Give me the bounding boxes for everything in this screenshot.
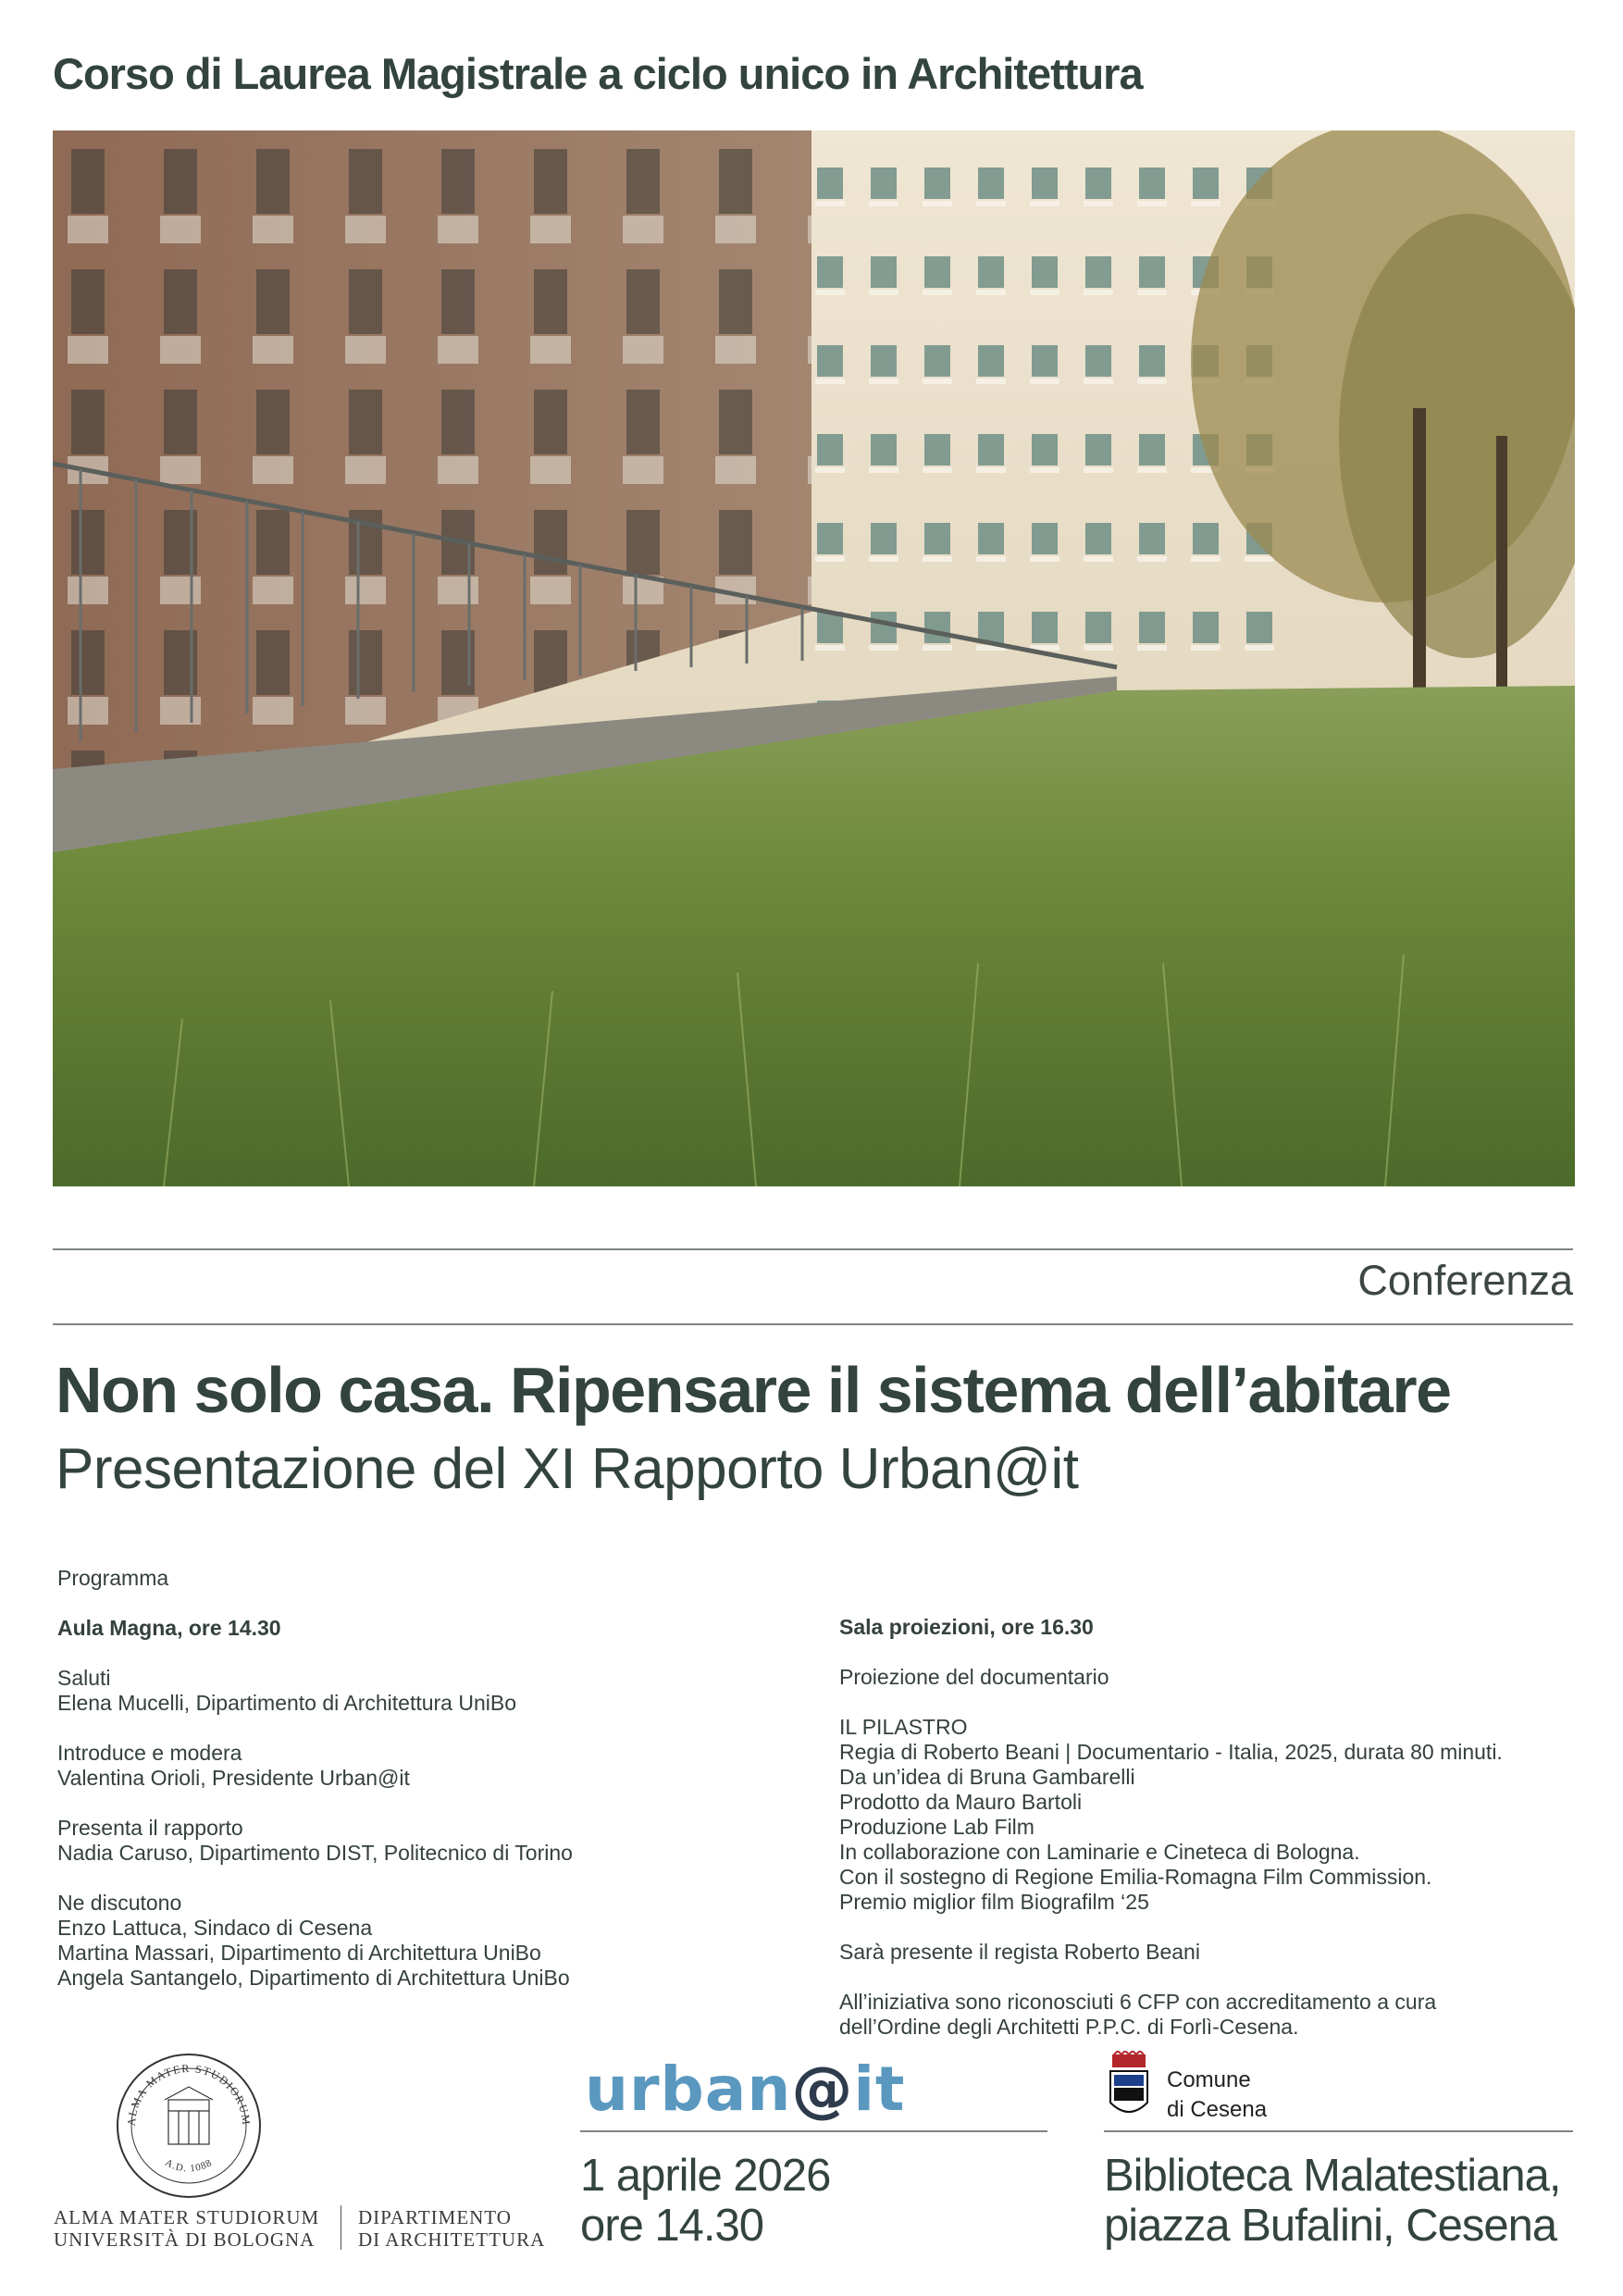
event-time-line: ore 14.30	[580, 2201, 764, 2251]
block-introduce	[57, 1741, 573, 1791]
event-place-line: Biblioteca Malatestiana,	[1104, 2151, 1561, 2201]
unibo-line: UNIVERSITÀ DI BOLOGNA	[54, 2228, 316, 2251]
dept-line: DI ARCHITETTURA	[358, 2228, 546, 2251]
screening-intro: Proiezione del documentario	[839, 1665, 1109, 1689]
programme-heading: Programma	[57, 1566, 169, 1590]
unibo-line: ALMA MATER STUDIORUM	[54, 2206, 320, 2228]
department-wordmark	[358, 2206, 545, 2251]
cfp-note	[839, 1990, 1503, 2040]
urbanit-logo	[585, 2054, 906, 2125]
block-person: Angela Santangelo, Dipartimento di Architettura UniBo	[57, 1966, 570, 1990]
block-role: Saluti	[57, 1666, 111, 1690]
event-date	[580, 2151, 830, 2251]
comune-crest-icon	[1107, 2051, 1151, 2121]
hero-photo-illustration	[53, 130, 1575, 1186]
film-line: In collaborazione con Laminarie e Cineteca di Bologna.	[839, 1840, 1360, 1864]
block-person: Elena Mucelli, Dipartimento di Architettura UniBo	[57, 1691, 517, 1715]
event-type-label: Conferenza	[1357, 1257, 1573, 1304]
cfp-line: dell’Ordine degli Architetti P.P.C. di Forlì-Cesena.	[839, 2015, 1299, 2039]
block-presenta	[57, 1816, 573, 1866]
block-person: Enzo Lattuca, Sindaco di Cesena	[57, 1916, 373, 1940]
block-person: Valentina Orioli, Presidente Urban@it	[57, 1766, 410, 1790]
film-line: Da un’idea di Bruna Gambarelli	[839, 1765, 1135, 1789]
block-role: Introduce e modera	[57, 1741, 242, 1765]
top-rule	[53, 1248, 1573, 1250]
hero-photo	[53, 130, 1575, 1186]
film-line: Premio miglior film Biografilm ‘25	[839, 1890, 1149, 1914]
comune-line: di Cesena	[1167, 2097, 1268, 2122]
programme-left-column	[57, 1566, 573, 2016]
svg-text:A.D. 1088	[163, 2157, 214, 2175]
comune-line: Comune	[1167, 2067, 1251, 2092]
film-line: Prodotto da Mauro Bartoli	[839, 1790, 1083, 1814]
film-title: IL PILASTRO	[839, 1715, 968, 1739]
event-date-line: 1 aprile 2026	[580, 2151, 831, 2201]
unibo-wordmark	[54, 2206, 319, 2251]
film-line: Regia di Roberto Beani | Documentario - Italia, 2025, durata 80 minuti.	[839, 1740, 1503, 1764]
block-saluti	[57, 1666, 573, 1716]
block-role: Presenta il rapporto	[57, 1816, 243, 1840]
session-sala-proiezioni: Sala proiezioni, ore 16.30	[839, 1615, 1094, 1639]
cfp-line: All’iniziativa sono riconosciuti 6 CFP con accreditamento a cura	[839, 1990, 1437, 2014]
event-place	[1104, 2151, 1561, 2251]
event-subtitle: Presentazione del XI Rapporto Urban@it	[56, 1437, 1079, 1501]
urbanit-at: @	[791, 2054, 854, 2125]
footer-rule-right	[1104, 2130, 1573, 2132]
urbanit-pre: urban	[585, 2054, 792, 2125]
seal-text-top: ALMA MATER STUDIORUM	[124, 2061, 254, 2127]
programme-right-column	[839, 1615, 1503, 2065]
urbanit-post: it	[853, 2054, 906, 2125]
event-place-line: piazza Bufalini, Cesena	[1104, 2201, 1557, 2251]
unibo-seal-logo	[115, 2052, 263, 2200]
block-person: Martina Massari, Dipartimento di Architettura UniBo	[57, 1941, 541, 1965]
block-person: Nadia Caruso, Dipartimento DIST, Politecnico di Torino	[57, 1841, 573, 1865]
film-line: Con il sostegno di Regione Emilia-Romagna Film Commission.	[839, 1865, 1432, 1889]
block-discutono	[57, 1891, 573, 1991]
footer-rule-middle	[580, 2130, 1047, 2132]
event-title: Non solo casa. Ripensare il sistema dell’abitare	[56, 1354, 1451, 1426]
course-title: Corso di Laurea Magistrale a ciclo unico in Architettura	[53, 49, 1143, 98]
film-line: Produzione Lab Film	[839, 1815, 1035, 1839]
film-details	[839, 1715, 1503, 1915]
block-role: Ne discutono	[57, 1891, 182, 1915]
mid-rule	[53, 1323, 1573, 1325]
seal-text-bottom: A.D. 1088	[163, 2156, 215, 2175]
director-note: Sarà presente il regista Roberto Beani	[839, 1940, 1200, 1964]
comune-name	[1167, 2066, 1267, 2125]
dept-line: DIPARTIMENTO	[358, 2206, 512, 2228]
session-aula-magna: Aula Magna, ore 14.30	[57, 1616, 281, 1640]
